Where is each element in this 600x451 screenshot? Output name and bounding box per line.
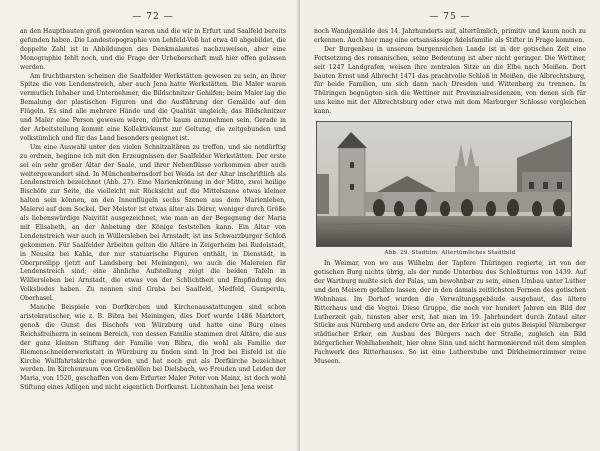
paragraph: In Weimar, von wo aus Wilhelm der Tapfere Thüringen regierte, ist von der gotischen Burg nichts übrig, als der runde Unterbau des Schloßturms von 1439. Auf der Wartburg mußte sich der Palas, um bewohnbar zu sein, einen Umbau unter Luther und den Meisern gefallen lassen, der in den damals zeitlichsten Formen des gotischen Wohnhaus. Im Dorhof wurden die Verwaltungsgebäude ausgebaut, das ältere Ritterhaus und die Vogtei. Diese Gruppe, die noch vor hundert Jahren ein Bild der Lutherzeit gab, tunsten aber erst, hat man im 19. Jahrhundert durch Zutaul alter Stücke aus Nürnberg und andere Orte an, der Erker ist ein gutes Beispiel Nürnberger städtischer Erker, ein Ausbau des Bürgers nach der Straße, zugleich ein Bild bürgerlicher Wohlhabenheit, hier ohne Sinn und nicht harmonierend mit dem simplen Fachwerk des Ritterhauses. So ist eine Lutherstube und Dirkheimerzimmer reine Museen. <box>314 260 586 366</box>
body-text <box>20 28 286 393</box>
page-number: — 75 — <box>429 12 471 22</box>
body-text-bottom <box>314 260 586 367</box>
paragraph: noch Wandgemälde des 14. Jahrhunderts auf, altertümlich, primitiv und kaum noch zu erkennen. Auch hier mag eine ortsansässige Adelsfamilie als Stifter in Frage kommen. <box>314 28 586 44</box>
figure-caption: Abb. 29. Stadtilm. Altertümliches Stadtbild <box>384 250 516 257</box>
paragraph: Manche Beispiele von Dorfkirchen und Kirchenausstattungen sind schon aristokratischer, wie z. B. Bibra bei Meiningen, dies Dorf wurde 1486 Marktort, genoß die Gunst des Bischofs von Würzburg und hatte eine Burg eines Reichsfreiherrn in seinem Bereich, von dessen Familie stammen drei Altäre, die aus der ganz kleinen Stiftung der Familie von Bibra, die wohl als Familie der Riemenschneiderwerkstatt in Würzburg zu finden sind. In Jrod bei Eisfeld ist die Kirche Wallfahrtskirche geworden und hat noch gut als Dorfkirche bezeichnet werden. Im Kirchenraum von Großmöllen bei Dielsbach, wo Freuden und Leiden der Maria, von 1520, geschaffen von dem Erfurter Maler Peter von Mainz, ist doch wohl Stiftung eines Adligen und nicht eigentlich Dorfkunst. Lichtenhain bei Jena weist <box>20 304 286 392</box>
page-number: — 72 — <box>132 12 174 22</box>
paragraph: Der Burgenbau in unserem burgenreichen Lande ist in der gotischen Zeit eine Fortsetzung des romanischen, seine Bedeutung ist aber nicht geringer. Die Wettiner, seit 1247 Landgrafen, weisen ihre zentralen Sitze an die Elbe nach Meißen. Dort bauten Ernst und Albrecht 1471 das prachtvolle Schloß in Meißen, die Albrechtsburg, für beide Familien, um sich dann nach Dresden und Wittenberg zu trennen. In Thüringen begnügten sich die Wettiner mit Provinzialresidenzen, von denen sich für uns keine mit der Albrechtsburg oder etwa mit dem Marburger Schlosse vergleichen kann. <box>314 45 586 116</box>
paragraph: Um eine Auswahl unter den vielen Schnitzaltären zu treffen, und sie notdürftig zu ordnen, beginne ich mit den Erzeugnissen der Saalfelder Werkstätten. Der erste sei ein sehr großer Altar der Saale, und ihrer Nebenflüsse vorkommen aber auch weitergewandert sind. In Münchenbernsdorf bei Weida ist der Altar inschriftlich als Lendenstreich bezeichnet (Abb. 27). Eine Marienkrönung in der Mitte, zwei heilige Bischöfe zur Seite, die vielleicht mit Rücksicht auf die Mittelszene etwas kleiner halten sein können, an den Innenflügeln sechs Szenen aus dem Marienleben, Malerei auf dem Sockel. Der Meister ist etwas älter als Dürer, weniger durch Größe als liebenswürdige Naivität ausgezeichnet, wie man an der Begegnung der Maria mit Elisabeth, an der Anbetung der Könige feststellen kann. Ein Altar von Lendenstreich war auch in Wüllersleben bei Arnstadt, ist ins Schwarzburger Schloß gekommen. Für Saalfelder Arbeiten gelten die Altäre in Zeigerheim bei Rudolstadt, in Neusitz bei Kahla, der nur statuarische Figuren enthält, in Dienstädt, in Oberpreilipp (jetzt auf Landsberg bei Meiningen), wo auch die Malereien für Lendenstreich sind; eine ähnliche Aufstellung zeigt die beiden Tafeln in Wüllersleben bei Arnstadt, die etwas von der Schlichtheit und Empfindung des Volksliedes haben. Zu nennen sind Graba bei Saalfeld, Medfeld, Gumperda, Oberhasel. <box>20 143 286 303</box>
paragraph: an den Hauptbauten groß geworden waren und die wir in Erfurt und Saalfeld bereits gefunden haben. Die Landestopographie von Lehfeld-Voß hat etwa 40 abgebildet, die doppelte Zahl ist in Abbildungen des Denkmalamtes nachzuweisen, aber eine Monographie fehlt noch, und die Frage der Urheberschaft muß hier offen gelassen werden. <box>20 28 286 71</box>
body-text-top <box>314 28 586 117</box>
figure-photo <box>316 121 572 247</box>
town-photo-illustration <box>317 122 571 246</box>
right-page <box>300 0 600 451</box>
paragraph: Am fruchtbarsten scheinen die Saalfelder Werkstätten gewesen zu sein, an ihrer Spitze die von Lendenstreich, aber auch Jena hatte Werkstätten. Die Maler waren vermutlich Inhaber und Unternehmer, die Bildschnitzer Gehilfen; beim Maler lag die Bemalung der plastischen Figuren und die Ausführung der Gemälde auf den Flügeln. Es sind alle mehrere Hände und die Qualität ungleich; das Bildschnitzer und Maler eine Person gewesen wären, dürfte kaum anzunehmen sein. Gerade in der Arbeitsteilung kommt eine Kollektivkunst zur Geltung, die zeitgebunden und volkstümlich und für das Land besonders geeignet ist. <box>20 72 286 142</box>
